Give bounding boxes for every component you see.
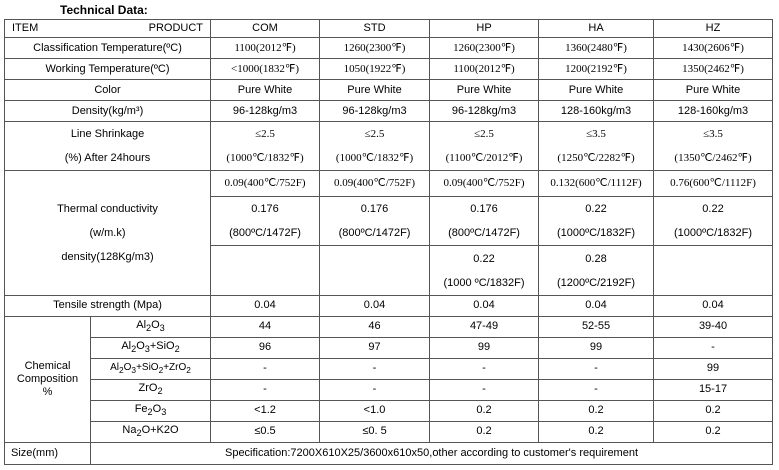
shrink-pct: ≤3.5: [703, 128, 723, 141]
table-cell: 0.2: [654, 421, 773, 442]
table-cell: Pure White: [320, 80, 430, 101]
table-cell: 0.2: [539, 400, 654, 421]
table-cell: -: [430, 379, 539, 400]
table-row: [5, 101, 773, 122]
thermal-temp: (1000ºC/1832F): [557, 227, 636, 240]
table-cell: 47-49: [430, 316, 539, 337]
header-row: [5, 20, 773, 38]
table-cell: 97: [320, 337, 430, 358]
table-row: [5, 442, 773, 464]
table-cell: 1260(2300℉): [320, 38, 430, 59]
table-cell: 1260(2300℉): [430, 38, 539, 59]
table-cell: 0.09(400℃/752F): [320, 171, 430, 197]
table-cell: [654, 197, 773, 246]
table-cell: Pure White: [654, 80, 773, 101]
row-label: Classification Temperature(ºC): [5, 38, 211, 59]
shrink-temp: (1350℃/2462℉): [674, 152, 752, 165]
table-cell: [430, 122, 539, 171]
table-cell: 96: [211, 337, 320, 358]
table-cell: 1360(2480℉): [539, 38, 654, 59]
thermal-temp: (1000ºC/1832F): [674, 227, 753, 240]
thermal-val: 0.176: [470, 203, 498, 216]
table-cell: 39-40: [654, 316, 773, 337]
shrink-temp: (1100℃/2012℉): [445, 152, 523, 165]
table-row: [5, 379, 773, 400]
row-label: Density(kg/m³): [5, 101, 211, 122]
table-cell: -: [654, 337, 773, 358]
table-cell: -: [320, 379, 430, 400]
chem-component-label: $Al_2O_3+SiO_2$: [91, 337, 211, 358]
product-col-header: STD: [320, 20, 430, 38]
table-cell: 0.09(400℃/752F): [211, 171, 320, 197]
chem-component-label: $Al_2O_3+SiO_2+ZrO_2$: [91, 358, 211, 379]
table-cell: 96-128kg/m3: [430, 101, 539, 122]
table-cell: 1100(2012℉): [211, 38, 320, 59]
size-spec: Specification:7200X610X25/3600x610x50,other according to customer's requirement: [91, 442, 773, 464]
thermal-val: 0.22: [473, 252, 495, 265]
table-cell: 96-128kg/m3: [211, 101, 320, 122]
row-label: [5, 122, 211, 171]
table-cell: Pure White: [539, 80, 654, 101]
thermal-val: 0.176: [251, 203, 279, 216]
table-cell: [211, 197, 320, 246]
table-cell: 0.2: [539, 421, 654, 442]
table-cell: ≤0. 5: [320, 421, 430, 442]
thermal-temp: (1000 ºC/1832F): [443, 276, 525, 289]
table-cell: [654, 246, 773, 295]
table-cell: 1350(2462℉): [654, 59, 773, 80]
table-cell: 0.04: [539, 295, 654, 316]
table-cell: 44: [211, 316, 320, 337]
row-label: Tensile strength (Mpa): [5, 295, 211, 316]
technical-data-table: [4, 19, 773, 465]
table-cell: 0.04: [211, 295, 320, 316]
product-col-header: HA: [539, 20, 654, 38]
table-cell: 15-17: [654, 379, 773, 400]
chem-component-label: $Fe_2O_3$: [91, 400, 211, 421]
table-cell: 96-128kg/m3: [320, 101, 430, 122]
chem-component-label: $Al_2O_3$: [91, 316, 211, 337]
table-cell: 0.2: [654, 400, 773, 421]
table-cell: 0.04: [654, 295, 773, 316]
table-cell: 1200(2192℉): [539, 59, 654, 80]
table-row: [5, 59, 773, 80]
table-cell: <1.2: [211, 400, 320, 421]
thermal-val: 0.28: [585, 252, 607, 265]
table-cell: [211, 122, 320, 171]
table-row: [5, 295, 773, 316]
table-cell: 0.2: [430, 400, 539, 421]
thermal-label-line: (w/m.k): [89, 226, 126, 239]
table-cell: [539, 246, 654, 295]
shrink-pct: ≤2.5: [255, 128, 275, 141]
table-cell: -: [430, 358, 539, 379]
row-label: Working Temperature(ºC): [5, 59, 211, 80]
thermal-label-line: density(128Kg/m3): [61, 250, 154, 263]
chem-component-label: ZrO$_2$: [91, 379, 211, 400]
shrink-pct: ≤2.5: [474, 128, 494, 141]
row-label: [5, 171, 211, 295]
product-col-header: COM: [211, 20, 320, 38]
chem-component-label: $Na_2O+K2O$: [91, 421, 211, 442]
table-row: [5, 122, 773, 171]
table-cell: [539, 122, 654, 171]
table-cell: 99: [430, 337, 539, 358]
table-cell: [211, 246, 320, 295]
table-cell: 0.04: [320, 295, 430, 316]
table-cell: [654, 122, 773, 171]
table-row: [5, 337, 773, 358]
table-row: [5, 316, 773, 337]
table-cell: 52-55: [539, 316, 654, 337]
item-product-header: [5, 20, 211, 38]
size-label: Size(mm): [5, 442, 91, 464]
table-row: [5, 80, 773, 101]
table-cell: 0.2: [430, 421, 539, 442]
table-row: [5, 421, 773, 442]
thermal-label-line: Thermal conductivity: [57, 202, 158, 215]
table-cell: 99: [539, 337, 654, 358]
table-cell: 0.76(600℃/1112F): [654, 171, 773, 197]
thermal-val: 0.22: [702, 203, 724, 216]
shrink-label-line: Line Shrinkage: [70, 128, 145, 141]
table-cell: -: [320, 358, 430, 379]
thermal-val: 0.22: [585, 203, 607, 216]
chemical-label-line: Composition: [16, 372, 79, 385]
table-cell: Pure White: [211, 80, 320, 101]
thermal-temp: (800ºC/1472F): [448, 227, 520, 240]
table-cell: 1430(2606℉): [654, 38, 773, 59]
table-cell: [320, 246, 430, 295]
thermal-val: 0.176: [360, 203, 389, 216]
chemical-label-line: %: [42, 385, 53, 398]
shrink-label-line: (%) After 24hours: [64, 152, 151, 165]
table-row: [5, 171, 773, 197]
table-cell: 128-160kg/m3: [654, 101, 773, 122]
table-cell: -: [211, 379, 320, 400]
shrink-temp: (1250℃/2282℉): [557, 152, 635, 165]
table-cell: 1050(1922℉): [320, 59, 430, 80]
table-cell: 99: [654, 358, 773, 379]
table-cell: -: [539, 358, 654, 379]
chemical-label-line: Chemical: [24, 359, 71, 372]
table-cell: 46: [320, 316, 430, 337]
shrink-temp: (1000℃/1832℉): [335, 152, 414, 165]
shrink-temp: (1000℃/1832℉): [226, 152, 304, 165]
table-cell: ≤0.5: [211, 421, 320, 442]
table-cell: [430, 197, 539, 246]
product-col-header: HZ: [654, 20, 773, 38]
table-cell: [320, 197, 430, 246]
table-cell: 1100(2012℉): [430, 59, 539, 80]
table-cell: Pure White: [430, 80, 539, 101]
thermal-temp: (800ºC/1472F): [229, 227, 301, 240]
table-cell: 0.04: [430, 295, 539, 316]
thermal-temp: (1200ºC/2192F): [557, 276, 636, 289]
chemical-label: [5, 316, 91, 442]
shrink-pct: ≤2.5: [364, 128, 385, 141]
table-cell: 0.132(600℃/1112F): [539, 171, 654, 197]
shrink-pct: ≤3.5: [586, 128, 606, 141]
table-cell: -: [539, 379, 654, 400]
product-col-header: HP: [430, 20, 539, 38]
table-row: [5, 400, 773, 421]
table-row: [5, 358, 773, 379]
item-header: ITEM: [12, 22, 39, 35]
product-header: PRODUCT: [148, 22, 204, 35]
table-cell: [430, 246, 539, 295]
table-cell: <1.0: [320, 400, 430, 421]
row-label: Color: [5, 80, 211, 101]
table-cell: 128-160kg/m3: [539, 101, 654, 122]
table-cell: <1000(1832℉): [211, 59, 320, 80]
thermal-temp: (800ºC/1472F): [338, 227, 411, 240]
table-cell: [539, 197, 654, 246]
table-heading: Technical Data:: [60, 3, 148, 17]
table-cell: -: [211, 358, 320, 379]
table-cell: [320, 122, 430, 171]
table-cell: 0.09(400℃/752F): [430, 171, 539, 197]
table-row: [5, 38, 773, 59]
